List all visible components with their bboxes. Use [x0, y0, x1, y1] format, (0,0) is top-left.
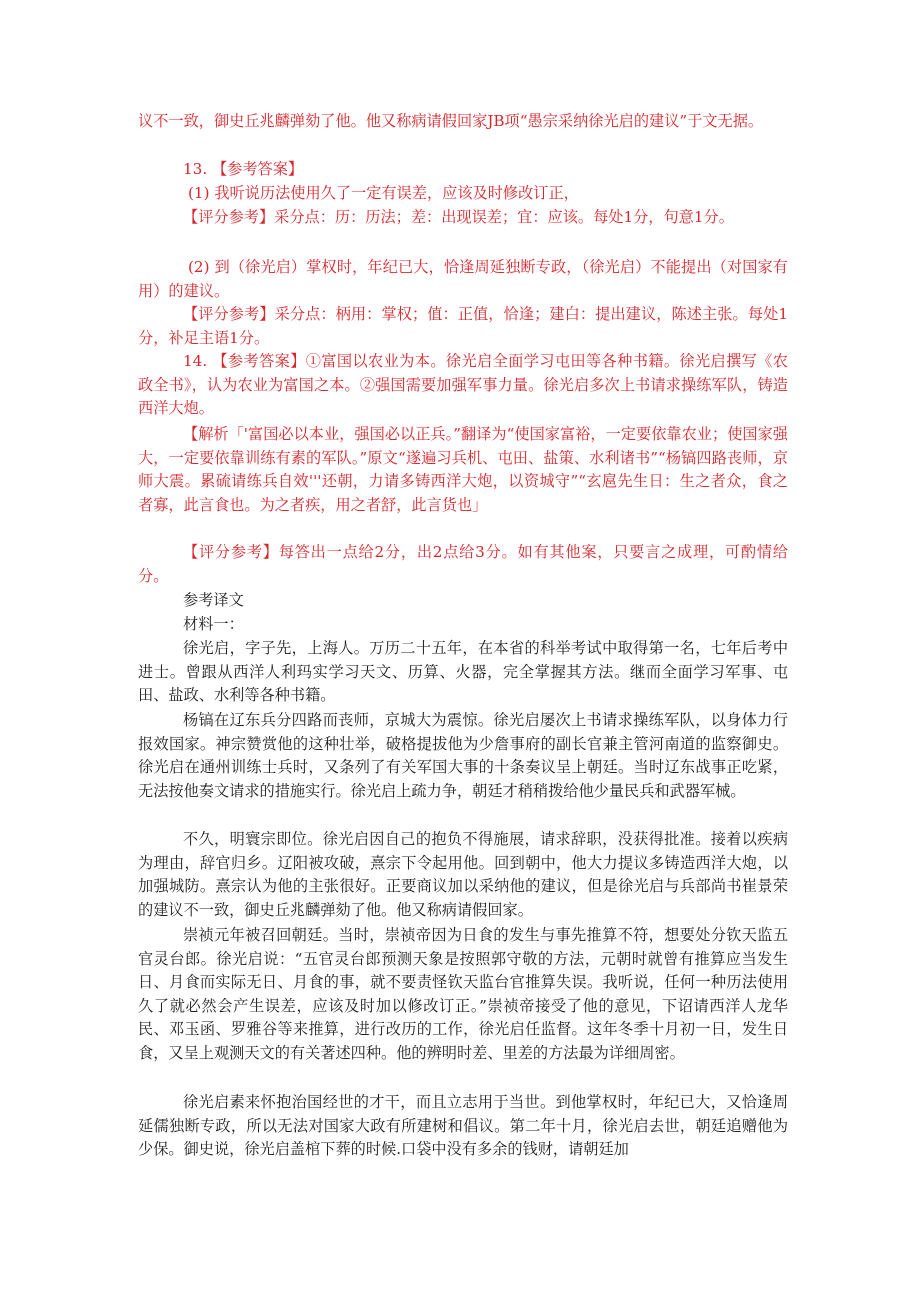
previous-paragraph-end: 议不一致，御史丘兆麟弹劾了他。他又称病请假回家JB项“愚宗采纳徐光启的建议”于文无据。: [138, 112, 764, 130]
translation-paragraph: 不久，明寰宗即位。徐光启因自己的抱负不得施展，请求辞职，没获得批准。接着以疾病为理由，辞官归乡。辽阳被攻破，熹宗下令起用他。回到朝中，他大力提议多铸造西洋大炮，以加强城防。熹宗认为他的主张很好。正要商议加以采纳他的建议，但是徐光启与兵部尚书崔景荣的建议不一致，御史丘兆麟弹劾了他。他又称病请假回家。: [138, 830, 788, 919]
translation-paragraph: 杨镐在辽东兵分四路而丧师，京城大为震惊。徐光启屡次上书请求操练军队，以身体力行报效国家。神宗赞赏他的这种壮举，破格提拔他为少詹事府的副长官兼主管河南道的监察御史。徐光启在通州训练士兵时，又条列了有关军国大事的十条奏议呈上朝廷。当时辽东战事正吃紧，无法按他奏文请求的措施实行。徐光启上疏力争，朝廷才稍稍拨给他少量民兵和武器军械。: [138, 711, 788, 800]
material-label: 材料一：: [183, 615, 244, 633]
question-13-header: 13. 【参考答案】: [183, 160, 304, 178]
translation-paragraph: 徐光启素来怀抱治国经世的才干，而且立志用于当世。到他掌权时，年纪已大，又恰逢周延儒独断专政，所以无法对国家大政有所建树和倡议。第二年十月，徐光启去世，朝廷追赠他为少保。御史说，徐光启盖棺下葬的时候.口袋中没有多余的钱财，请朝廷加: [138, 1093, 788, 1158]
question-14-scoring: 【评分参考】每答出一点给2分，出2点给3分。如有其他案，只要言之成理，可酌情给分。: [138, 543, 788, 585]
question-14-analysis: 【解析「'富国必以本业，强国必以正兵。”翻译为“使国家富裕，一定要依靠农业；使国家强大，一定要依靠训练有素的军队。”原文“遂遍习兵机、屯田、盐策、水利诸书”“杨镐四路丧师，京师大震。累硫请练兵自效'''还朝，力请多铸西洋大炮，以资城守”“玄扈先生日：生之者众，食之者寡，此言食也。为之者疾，用之者舒，此言货也」: [138, 425, 788, 514]
question-13-scoring-2: 【评分参考】采分点：柄用：掌权；值：正值，恰逢；建白：提出建议，陈述主张。每处1分，补足主语1分。: [138, 305, 788, 347]
translation-paragraph: 崇祯元年被召回朝廷。当时，崇祯帝因为日食的发生与事先推算不符，想要处分钦天监五官灵台郎。徐光启说：“五官灵台郎预测天象是按照郭守敬的方法，元朝时就曾有推算应当发生日、月食而实际无日、月食的事，就不要责怪钦天监台官推算失误。我听说，任何一种历法使用久了就必然会产生误差，应该及时加以修改订正。”崇祯帝接受了他的意见，下诏请西洋人龙华民、邓玉函、罗雅谷等来推算，进行改历的工作，徐光启任监督。这年冬季十月初一日，发生日食，又呈上观测天文的有关著述四种。他的辨明时差、里差的方法最为详细周密。: [138, 926, 788, 1062]
question-13-scoring-1: 【评分参考】采分点：历：历法；差：出现误差；宜：应该。每处1分，句意1分。: [183, 208, 734, 226]
question-13-answer-2: (2) 到（徐光启）掌权时，年纪已大，恰逢周延独断专政，（徐光启）不能提出（对国家有用）的建议。: [138, 258, 788, 300]
translation-heading: 参考译文: [183, 591, 244, 609]
translation-paragraph: 徐光启，字子先，上海人。万历二十五年，在本省的科举考试中取得第一名，七年后考中进士。曾跟从西洋人利玛实学习天文、历算、火器，完全掌握其方法。继而全面学习军事、屯田、盐政、水利等各种书籍。: [138, 639, 788, 704]
question-14-answer: 14. 【参考答案】①富国以农业为本。徐光启全面学习屯田等各种书籍。徐光启撰写《农政全书》，认为农业为富国之本。②强国需要加强军事力量。徐光启多次上书请求操练军队，铸造西洋大炮。: [138, 352, 788, 417]
question-13-answer-1: (1) 我听说历法使用久了一定有误差，应该及时修改订正，: [188, 184, 579, 202]
